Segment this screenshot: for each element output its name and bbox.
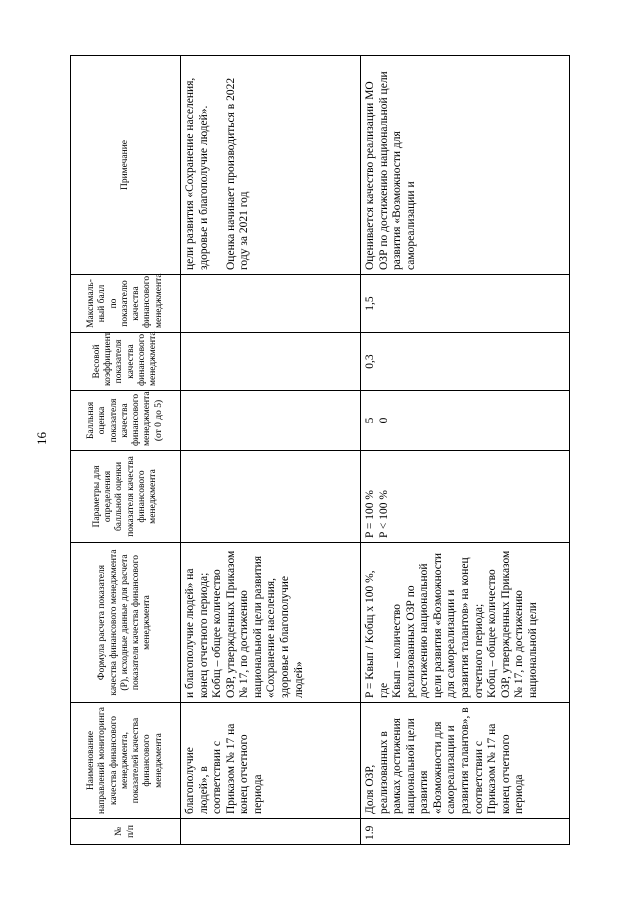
header-note: Примечание — [71, 56, 181, 275]
header-max: Максималь-ный балл по показателю качества финансового менеджмента — [71, 275, 181, 333]
cell-weight — [181, 333, 361, 391]
cell-params: P = 100 % P < 100 % — [361, 451, 570, 543]
cell-name: Доля ОЗР, реализованных в рамках достижения национальной цели развития «Возможности для самореализации и развития талантов», в соответствии с Приказом № 17 на конец отчетного периода — [361, 703, 570, 819]
cell-weight: 0,3 — [361, 333, 570, 391]
header-weight: Весовой коэффициент показателя качества финансового менеджмента — [71, 333, 181, 391]
cell-formula: P = Kвып / Kобщ x 100 %, где Kвып – количество реализованных ОЗР по достижению национальной цели развития «Возможности для самореализации и развития талантов» на конец отчетного периода; Kобщ – общее количество ОЗР, утвержденных Приказом № 17, по достижению национальной цели — [361, 543, 570, 703]
table-row — [181, 56, 361, 845]
cell-note: Оценивается качество реализации МО ОЗР по достижению национальной цели развития «Возможности для самореализации и — [361, 56, 570, 275]
rotated-table-container — [70, 55, 570, 845]
cell-formula: и благополучие людей» на конец отчетного периода; Kобщ – общее количество ОЗР, утвержденных Приказом № 17, по достижению национальной цели развития «Сохранение населения, здоровье и благополучие людей» — [181, 543, 361, 703]
header-params: Параметры для определения балльной оценки показателя качества финансового менеджмента — [71, 451, 181, 543]
header-name: Наименование направлений мониторинга качества финансового менеджмента, показателей качества финансового менеджмента — [71, 703, 181, 819]
cell-num — [181, 819, 361, 845]
header-num: № п/п — [71, 819, 181, 845]
cell-max — [181, 275, 361, 333]
header-formula: Формула расчета показателя качества финансового менеджмента (Р), исходные данные для расчета показателя качества финансового менеджмента — [71, 543, 181, 703]
cell-score — [181, 391, 361, 451]
cell-score: 5 0 — [361, 391, 570, 451]
cell-params — [181, 451, 361, 543]
indicators-table — [70, 55, 570, 845]
table-header-row — [71, 56, 181, 845]
cell-name: благополучие людей», в соответствии с Приказом № 17 на конец отчетного периода — [181, 703, 361, 819]
page-number: 16 — [34, 432, 49, 445]
cell-note: цели развития «Сохранение населения, здоровье и благополучие людей». Оценка начинает производиться в 2022 году за 2021 год — [181, 56, 361, 275]
cell-max: 1,5 — [361, 275, 570, 333]
table-row — [361, 56, 570, 845]
header-score: Балльная оценка показателя качества финансового менеджмента (от 0 до 5) — [71, 391, 181, 451]
cell-num: 1.9 — [361, 819, 570, 845]
